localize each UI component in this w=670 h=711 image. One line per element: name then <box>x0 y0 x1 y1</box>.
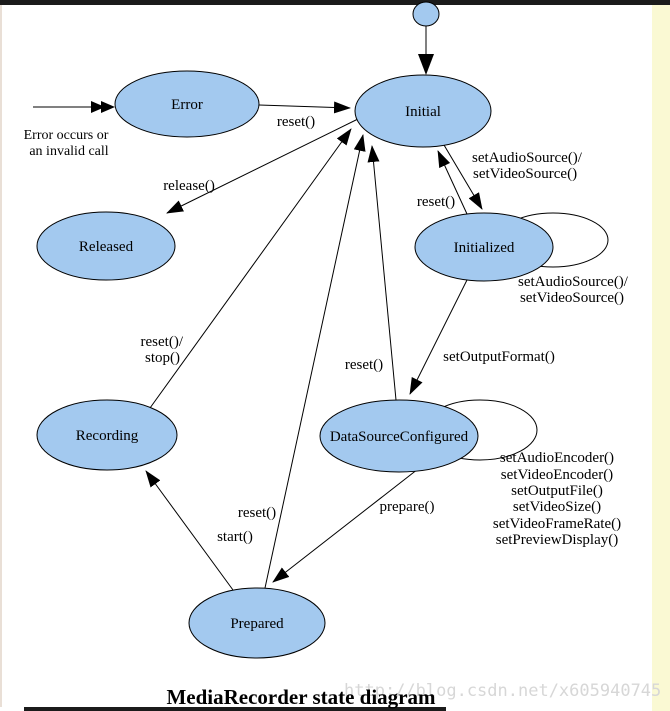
csdn-watermark: http://blog.csdn.net/x605940745 <box>344 681 662 701</box>
label-dsc-reset: reset() <box>344 357 384 373</box>
label-start: start() <box>217 529 253 545</box>
label-error-reset: reset() <box>276 114 316 130</box>
top-border-bar <box>0 0 670 5</box>
state-prepared-label: Prepared <box>230 616 284 632</box>
state-initial-label: Initial <box>405 104 441 120</box>
label-initialized-loop-line1: setAudioSource()/ <box>518 274 628 290</box>
entry-note-line2: an invalid call <box>29 144 109 159</box>
label-initialized-loop-line2: setVideoSource() <box>519 290 625 306</box>
label-set-output-format: setOutputFormat() <box>443 349 555 365</box>
label-dsc-loop-line6: setPreviewDisplay() <box>495 532 619 548</box>
state-released-label: Released <box>78 239 134 255</box>
label-prepare: prepare() <box>379 499 435 515</box>
label-dsc-loop-line3: setOutputFile() <box>511 483 603 499</box>
label-set-sources-line2: setVideoSource() <box>473 166 578 182</box>
right-yellow-strip <box>652 5 670 711</box>
entry-note-line1: Error occurs or <box>23 128 109 143</box>
left-edge-strip <box>0 5 2 707</box>
label-dsc-loop-line1: setAudioEncoder() <box>499 450 615 466</box>
label-recording-reset: reset()/ <box>140 334 183 350</box>
label-dsc-loop-line2: setVideoEncoder() <box>500 467 614 483</box>
label-release: release() <box>163 178 215 194</box>
label-recording-stop: stop() <box>145 350 180 366</box>
label-dsc-loop-line5: setVideoFrameRate() <box>492 516 622 532</box>
diagram-title: MediaRecorder state diagram <box>166 685 436 709</box>
label-dsc-loop-line4: setVideoSize() <box>512 499 602 515</box>
state-dsc-label: DataSourceConfigured <box>329 429 469 445</box>
state-initialized-label: Initialized <box>453 240 515 256</box>
label-initialized-reset: reset() <box>416 194 456 210</box>
label-prepared-reset: reset() <box>237 505 277 521</box>
state-recording-label: Recording <box>75 428 139 444</box>
state-error-label: Error <box>171 97 203 113</box>
initial-state-dot <box>413 2 439 26</box>
label-set-sources-line1: setAudioSource()/ <box>472 150 582 166</box>
